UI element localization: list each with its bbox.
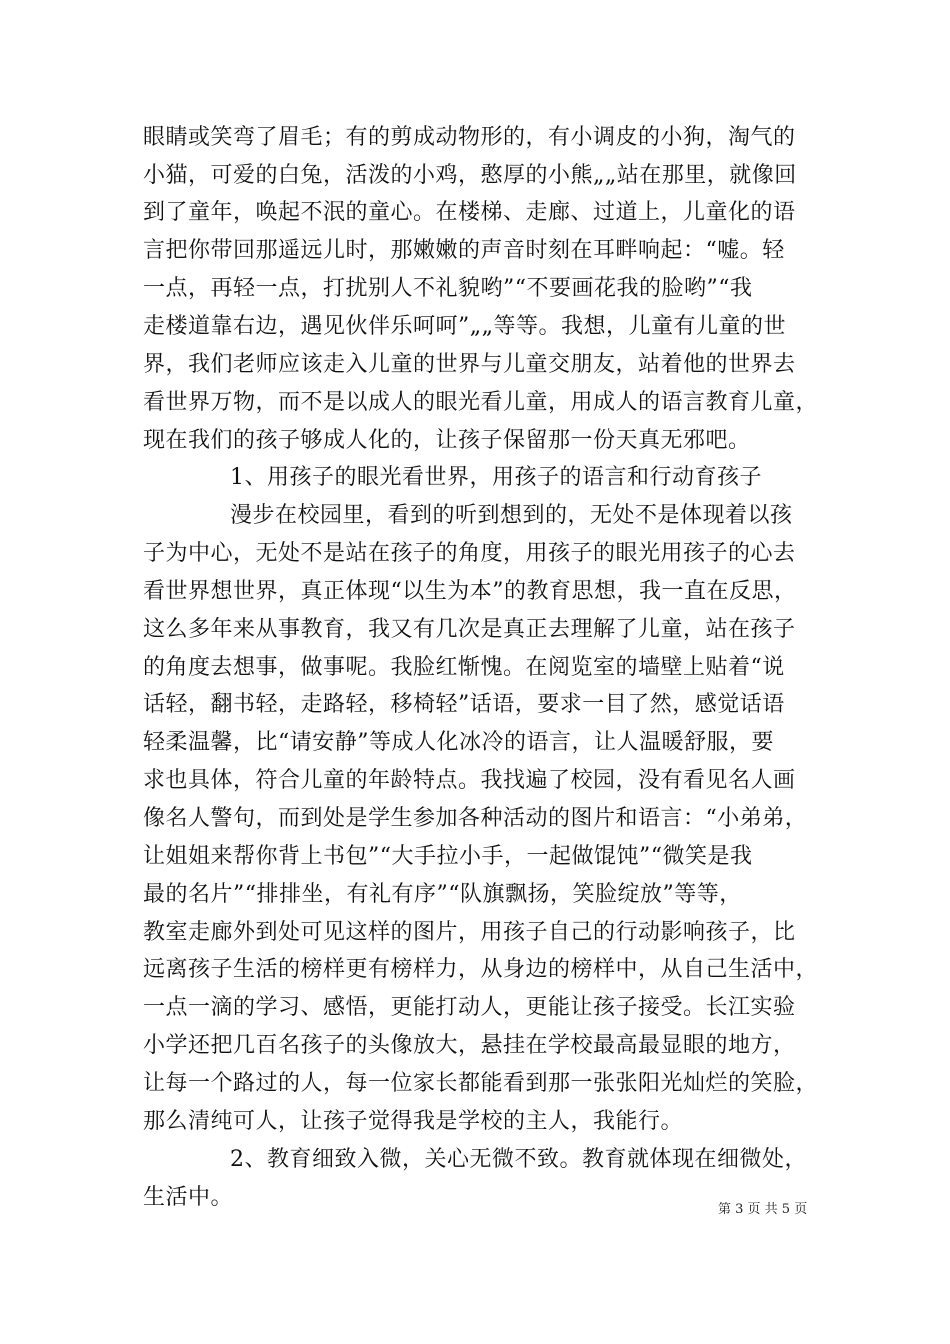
text-line-21: 最的名片”“排排坐，有礼有序”“队旗飘扬，笑脸绽放”等等， [143,882,742,907]
text-line-2: 小猫，可爱的白兔，活泼的小鸡，憨厚的小熊„„站在那里，就像回 [143,163,797,188]
text-line-13: 看世界想世界，真正体现“以生为本”的教育思想，我一直在反思， [143,579,797,604]
text-line-3: 到了童年，唤起不泯的童心。在楼梯、走廊、过道上，儿童化的语 [143,200,796,225]
text-line-5: 一点，再轻一点，打扰别人不礼貌哟”“不要画花我的脸哟”“我 [143,276,753,301]
text-line-1: 眼睛或笑弯了眉毛；有的剪成动物形的，有小调皮的小狗，淘气的 [143,125,796,150]
text-line-8: 看世界万物，而不是以成人的眼光看儿童，用成人的语言教育儿童， [143,390,819,415]
text-line-17: 轻柔温馨，比“请安静”等成人化冰冷的语言，让人温暖舒服，要 [143,730,774,755]
text-line-22: 教室走廊外到处可见这样的图片，用孩子自己的行动影响孩子，比 [143,920,796,945]
text-line-19: 像名人警句，而到处是学生参加各种活动的图片和语言：“小弟弟， [143,806,808,831]
text-line-16: 话轻，翻书轻，走路轻，移椅轻”话语，要求一目了然，感觉话语 [143,692,785,717]
text-line-12: 子为中心，无处不是站在孩子的角度，用孩子的眼光用孩子的心去 [143,541,796,566]
text-line-26: 让每一个路过的人，每一位家长都能看到那一张张阳光灿烂的笑脸， [143,1071,819,1096]
text-line-14: 这么多年来从事教育，我又有几次是真正去理解了儿童，站在孩子 [143,617,796,642]
text-line-25: 小学还把几百名孩子的头像放大，悬挂在学校最高最显眼的地方， [143,1033,796,1058]
text-line-27: 那么清纯可人，让孩子觉得我是学校的主人，我能行。 [143,1109,684,1134]
page-number-footer: 第 3 页 共 5 页 [718,1202,808,1217]
text-line-29: 生活中。 [143,1185,234,1210]
text-line-24: 一点一滴的学习、感悟，更能打动人，更能让孩子接受。长江实验 [143,995,796,1020]
text-line-20: 让姐姐来帮你背上书包”“大手拉小手，一起做馄饨”“微笑是我 [143,844,753,869]
section-heading-2: 2、教育细致入微，关心无微不致。教育就体现在细微处， [230,1147,807,1172]
text-line-4: 言把你带回那遥远儿时，那嫩嫩的声音时刻在耳畔响起：“嘘。轻 [143,238,785,263]
text-line-6: 走楼道靠右边，遇见伙伴乐呵呵”„„等等。我想，儿童有儿童的世 [143,314,787,339]
text-line-15: 的角度去想事，做事呢。我脸红惭愧。在阅览室的墙壁上贴着“说 [143,655,785,680]
text-line-18: 求也具体，符合儿童的年龄特点。我找遍了校园，没有看见名人画 [143,768,796,793]
text-line-9: 现在我们的孩子够成人化的，让孩子保留那一份天真无邪吧。 [143,428,751,453]
text-line-7: 界，我们老师应该走入儿童的世界与儿童交朋友，站着他的世界去 [143,352,796,377]
text-line-23: 远离孩子生活的榜样更有榜样力，从身边的榜样中，从自己生活中， [143,957,819,982]
text-line-11: 漫步在校园里，看到的听到想到的，无处不是体现着以孩 [230,503,793,528]
section-heading-1: 1、用孩子的眼光看世界，用孩子的语言和行动育孩子 [230,465,762,490]
